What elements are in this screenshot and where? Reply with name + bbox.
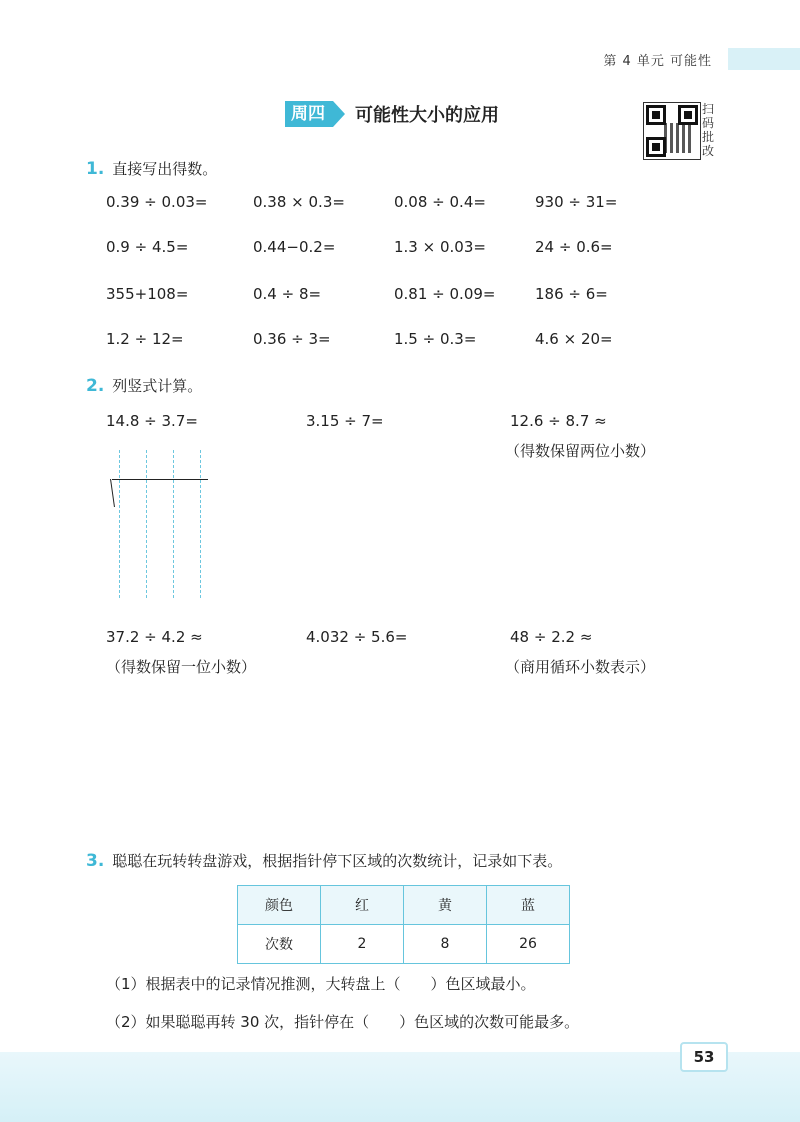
column-guide-line [173, 450, 174, 598]
question-prompt: 聪聪在玩转转盘游戏，根据指针停下区域的次数统计，记录如下表。 [112, 852, 563, 870]
q2-expression: 4.032 ÷ 5.6= [306, 628, 408, 646]
sub-question-2: （2）如果聪聪再转 30 次，指针停在（ ）色区域的次数可能最多。 [106, 1013, 580, 1031]
q1-cell: 0.44−0.2= [253, 238, 336, 256]
q2-expression: 37.2 ÷ 4.2 ≈ [106, 628, 203, 646]
table-cell: 颜色 [238, 886, 321, 925]
q1-cell: 0.38 × 0.3= [253, 193, 345, 211]
question-3-heading [86, 850, 562, 871]
q1-cell: 355+108= [106, 285, 189, 303]
table-row [238, 925, 570, 964]
q2-expression: 3.15 ÷ 7= [306, 412, 384, 430]
table-cell: 26 [487, 925, 570, 964]
results-table [237, 885, 570, 964]
q1-cell: 24 ÷ 0.6= [535, 238, 613, 256]
q1-cell: 1.3 × 0.03= [394, 238, 486, 256]
q2-note: （商用循环小数表示） [505, 658, 656, 676]
column-guide-line [119, 450, 120, 598]
q1-cell: 1.5 ÷ 0.3= [394, 330, 477, 348]
q1-cell: 0.36 ÷ 3= [253, 330, 331, 348]
column-guide-line [146, 450, 147, 598]
q1-cell: 1.2 ÷ 12= [106, 330, 184, 348]
column-guide-line [200, 450, 201, 598]
sub-question-1: （1）根据表中的记录情况推测，大转盘上（ ）色区域最小。 [106, 975, 536, 993]
q2-expression: 12.6 ÷ 8.7 ≈ [510, 412, 607, 430]
table-cell: 2 [321, 925, 404, 964]
question-number: 2. [86, 375, 105, 396]
table-cell: 8 [404, 925, 487, 964]
q1-cell: 930 ÷ 31= [535, 193, 618, 211]
q2-expression: 14.8 ÷ 3.7= [106, 412, 198, 430]
table-cell: 黄 [404, 886, 487, 925]
division-bracket-top [112, 479, 208, 480]
q1-cell: 4.6 × 20= [535, 330, 613, 348]
q1-cell: 0.08 ÷ 0.4= [394, 193, 486, 211]
header-accent-bar [728, 48, 800, 70]
question-prompt: 列竖式计算。 [112, 377, 203, 395]
page-title: 可能性大小的应用 [355, 105, 499, 126]
section-title [285, 100, 499, 128]
table-cell: 红 [321, 886, 404, 925]
question-2-heading [86, 375, 202, 396]
table-cell: 蓝 [487, 886, 570, 925]
q2-note: （得数保留一位小数） [106, 658, 257, 676]
page-number: 53 [680, 1042, 728, 1072]
q1-cell: 0.4 ÷ 8= [253, 285, 322, 303]
question-number: 1. [86, 158, 105, 179]
q1-cell: 0.39 ÷ 0.03= [106, 193, 208, 211]
question-1-heading [86, 158, 217, 179]
q2-expression: 48 ÷ 2.2 ≈ [510, 628, 593, 646]
q1-cell: 186 ÷ 6= [535, 285, 608, 303]
q2-note: （得数保留两位小数） [505, 442, 656, 460]
day-badge: 周四 [285, 101, 333, 127]
question-number: 3. [86, 850, 105, 871]
division-bracket-side [104, 479, 115, 507]
table-row [238, 886, 570, 925]
qr-label: 扫 码 批 改 [702, 102, 715, 158]
unit-header: 第 4 单元 可能性 [603, 54, 712, 69]
q1-cell: 0.9 ÷ 4.5= [106, 238, 189, 256]
question-prompt: 直接写出得数。 [112, 160, 218, 178]
q1-cell: 0.81 ÷ 0.09= [394, 285, 496, 303]
qr-code-icon[interactable] [643, 102, 701, 160]
table-cell: 次数 [238, 925, 321, 964]
